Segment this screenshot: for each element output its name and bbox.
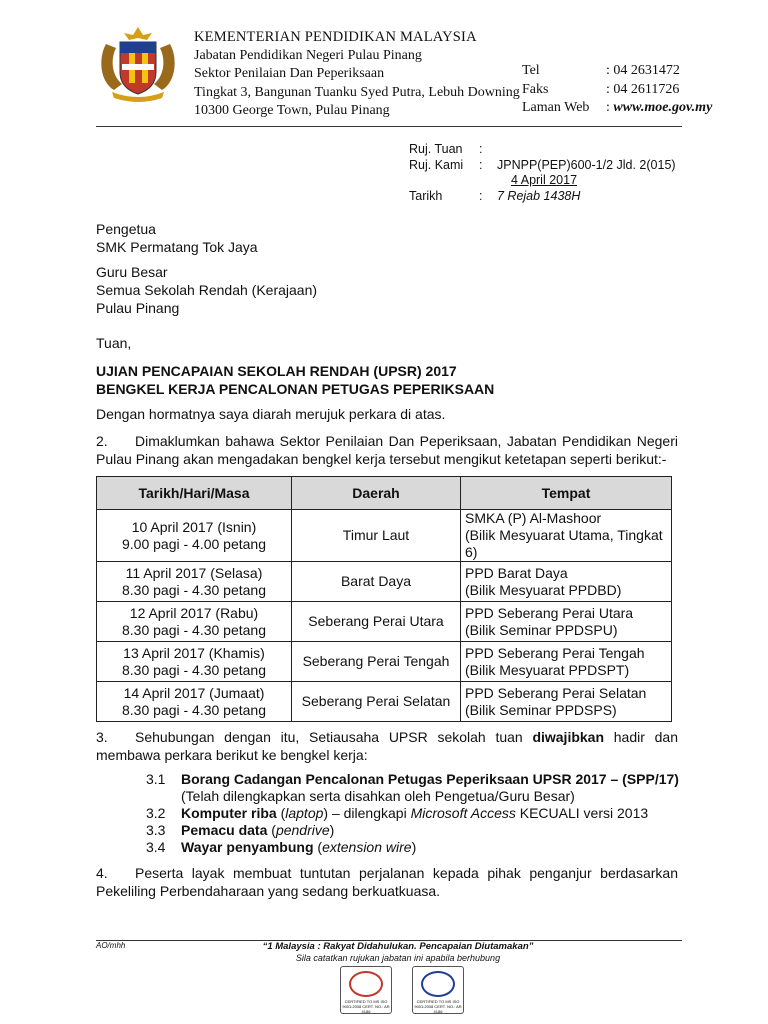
- department-name: Jabatan Pendidikan Negeri Pulau Pinang: [194, 47, 422, 63]
- subject-line-2: BENGKEL KERJA PENCALONAN PETUGAS PEPERIKSAAN: [96, 381, 495, 397]
- ruj-kami-label: Ruj. Kami: [409, 157, 464, 172]
- venue-cell: PPD Seberang Perai Tengah (Bilik Mesyuarat PPDSPT): [461, 642, 672, 682]
- paragraph-3: 3. Sehubungan dengan itu, Setiausaha UPSR sekolah tuan diwajibkan hadir dan membawa perkara berikut ke bengkel kerja:: [96, 729, 678, 763]
- recipient-block-1: [96, 220, 678, 256]
- paragraph-number: 4.: [96, 865, 108, 881]
- table-row: [97, 602, 672, 642]
- paragraph-2-text: Dimaklumkan bahawa Sektor Penilaian Dan Peperiksaan, Jabatan Pendidikan Negeri Pulau Pinang akan mengadakan bengkel kerja tersebut mengikut ketetapan seperti berikut:-: [96, 433, 678, 467]
- ruj-tuan-value: [497, 142, 676, 158]
- recipient-line: Pulau Pinang: [96, 300, 180, 316]
- tel-value: : 04 2631472: [606, 63, 680, 78]
- emphasis-required: diwajibkan: [532, 729, 605, 745]
- coat-of-arms-emblem: [92, 24, 184, 106]
- list-item: 3.1 Borang Cadangan Pencalonan Petugas Peperiksaan UPSR 2017 – (SPP/17): [146, 771, 679, 787]
- footer-note: Sila catatkan rujukan jabatan ini apabila berhubung: [295, 953, 501, 963]
- certification-logo-icon: [349, 971, 383, 997]
- web-value-row: : www.moe.gov.my: [606, 100, 713, 115]
- table-row: [97, 510, 672, 562]
- subject-heading: [96, 362, 678, 398]
- venue-cell: PPD Barat Daya (Bilik Mesyuarat PPDBD): [461, 562, 672, 602]
- subject-line-1: UJIAN PENCAPAIAN SEKOLAH RENDAH (UPSR) 2017: [96, 363, 457, 379]
- tarikh-label: Tarikh: [409, 188, 443, 203]
- certification-logo-icon: [421, 971, 455, 997]
- paragraph-4: 4. Peserta layak membuat tuntutan perjalanan kepada pihak penganjur berdasarkan Pekeliling Perbendaharaan yang sedang berkuatkuasa.: [96, 865, 678, 899]
- date-cell: 11 April 2017 (Selasa) 8.30 pagi - 4.30 petang: [97, 562, 292, 602]
- footer-slogan: “1 Malaysia : Rakyat Didahulukan. Pencapaian Diutamakan”: [262, 941, 534, 952]
- letterhead-divider: [96, 126, 682, 127]
- reference-block: Ruj. Tuan : Ruj. Kami : JPNPP(PEP)600-1/2 Jld. 2(015) 4 April 2017 Tarikh : 7 Rejab 1438H: [409, 142, 676, 203]
- district-cell: Seberang Perai Utara: [292, 602, 461, 642]
- date-gregorian: 4 April 2017: [511, 173, 578, 187]
- paragraph-number: 3.: [96, 729, 108, 745]
- venue-cell: SMKA (P) Al-Mashoor (Bilik Mesyuarat Utama, Tingkat 6): [461, 510, 672, 562]
- recipient-line: Pengetua: [96, 221, 156, 237]
- salutation: Tuan,: [96, 335, 132, 351]
- address-line-2: 10300 George Town, Pulau Pinang: [194, 103, 390, 118]
- table-header-row: [97, 477, 672, 510]
- venue-cell: PPD Seberang Perai Selatan (Bilik Seminar PPDSPS): [461, 682, 672, 722]
- list-item: 3.4 Wayar penyambung (extension wire): [146, 839, 417, 855]
- address-line-1: Tingkat 3, Bangunan Tuanku Syed Putra, Lebuh Downing: [194, 84, 520, 100]
- iso-certification-badge: [340, 966, 392, 1014]
- district-cell: Timur Laut: [292, 510, 461, 562]
- venue-cell: PPD Seberang Perai Utara (Bilik Seminar PPDSPU): [461, 602, 672, 642]
- certification-caption: CERTIFIED TO MS ISO 9001:2008 CERT. NO.: AR 4186: [414, 999, 462, 1014]
- table-row: [97, 682, 672, 722]
- date-cell: 12 April 2017 (Rabu) 8.30 pagi - 4.30 petang: [97, 602, 292, 642]
- recipient-line: Semua Sekolah Rendah (Kerajaan): [96, 282, 318, 298]
- organization-name: KEMENTERIAN PENDIDIKAN MALAYSIA: [194, 29, 477, 45]
- contact-labels: [522, 62, 589, 118]
- fax-value: : 04 2611726: [606, 81, 680, 97]
- district-cell: Seberang Perai Selatan: [292, 682, 461, 722]
- sector-name: Sektor Penilaian Dan Peperiksaan: [194, 66, 385, 81]
- list-item: 3.3 Pemacu data (pendrive): [146, 822, 335, 838]
- initials: AO/mhh: [96, 941, 126, 950]
- list-item: 3.2 Komputer riba (laptop) – dilengkapi Microsoft Access KECUALI versi 2013: [146, 805, 649, 821]
- date-cell: 14 April 2017 (Jumaat) 8.30 pagi - 4.30 petang: [97, 682, 292, 722]
- header-venue: Tempat: [461, 477, 672, 510]
- district-cell: Barat Daya: [292, 562, 461, 602]
- recipient-line: SMK Permatang Tok Jaya: [96, 239, 258, 255]
- web-label: Laman Web: [522, 100, 590, 115]
- date-cell: 13 April 2017 (Khamis) 8.30 pagi - 4.30 petang: [97, 642, 292, 682]
- paragraph-number: 2.: [96, 433, 108, 449]
- list-item-note: (Telah dilengkapkan serta disahkan oleh Pengetua/Guru Besar): [181, 788, 575, 804]
- ruj-tuan-label: Ruj. Tuan: [409, 142, 463, 156]
- date-cell: 10 April 2017 (Isnin) 9.00 pagi - 4.00 petang: [97, 510, 292, 562]
- contact-values: [606, 62, 712, 118]
- certification-caption: CERTIFIED TO MS ISO 9001:2008 CERT. NO.: AR 4186: [342, 999, 390, 1014]
- header-district: Daerah: [292, 477, 461, 510]
- fax-label: Faks: [522, 81, 549, 97]
- recipient-block-2: [96, 263, 678, 317]
- date-hijri: 7 Rejab 1438H: [497, 188, 581, 203]
- recipient-line: Guru Besar: [96, 264, 168, 280]
- website-link[interactable]: www.moe.gov.my: [613, 100, 713, 115]
- iso-certification-badge: [412, 966, 464, 1014]
- district-cell: Seberang Perai Tengah: [292, 642, 461, 682]
- schedule-table: [96, 476, 672, 722]
- paragraph-1: Dengan hormatnya saya diarah merujuk perkara di atas.: [96, 406, 446, 422]
- header-date: Tarikh/Hari/Masa: [97, 477, 292, 510]
- table-row: [97, 562, 672, 602]
- letterhead-address: [194, 28, 520, 121]
- tel-label: Tel: [522, 63, 540, 78]
- ruj-kami-value: JPNPP(PEP)600-1/2 Jld. 2(015): [497, 157, 676, 172]
- table-row: [97, 642, 672, 682]
- paragraph-2: [96, 432, 678, 468]
